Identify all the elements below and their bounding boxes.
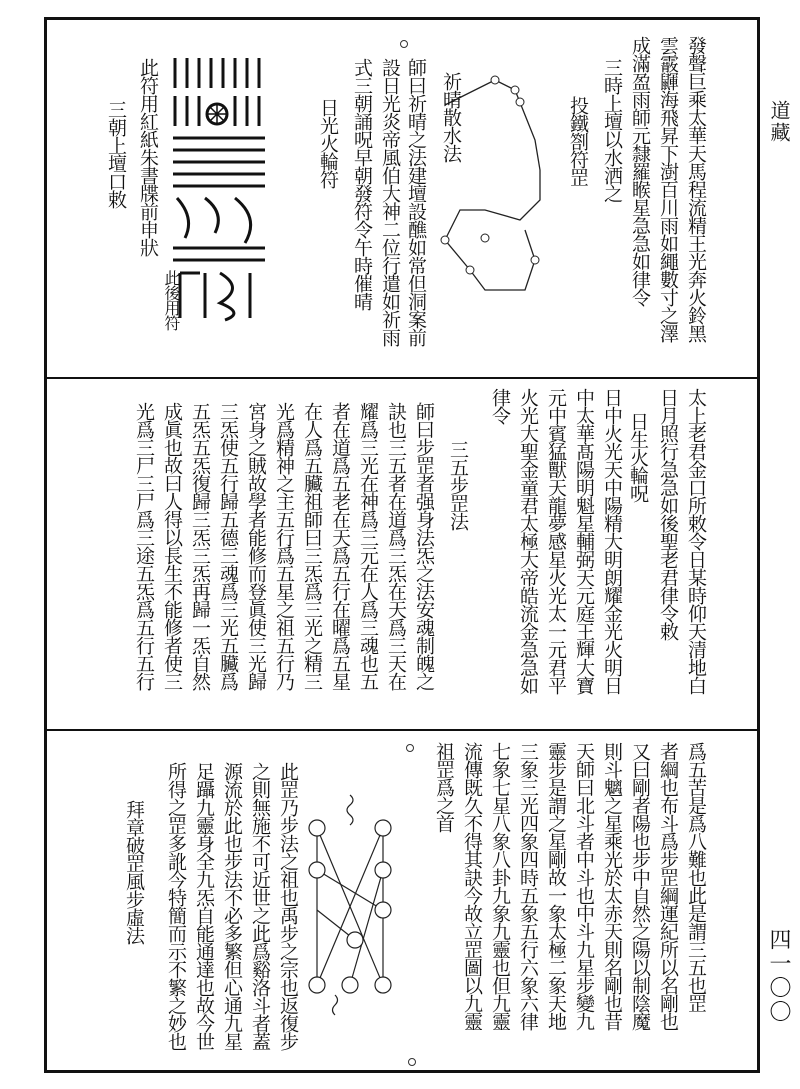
text-line: 日月照行急急如後聖老君律令敕 [657,388,679,640]
text-line: 七象七星八象八卦九象九靈也但九靈 [489,742,511,1030]
text-line: 日中火光天中陽精大明朗耀金光火明日 [601,388,623,694]
text-line: 祖罡爲之首 [433,742,455,832]
circle-mark [400,40,408,48]
panel-divider-top [44,377,760,379]
nine-star-step-diagram [295,790,400,1020]
text-line: 日光火輪符 [317,98,339,188]
text-line: 三時上壇以水洒之 [601,58,623,202]
text-line: 所得之罡多訛今特簡而示不繁之妙也 [165,762,187,1050]
text-line: 雲霰鼲海飛昇下澍百川雨如繩數寸之澤 [657,36,679,342]
text-line: 在人爲五臟祖師曰三炁爲三光之精三 [301,402,323,690]
text-line: 師曰步罡者强身法炁之法安魂制魄之 [413,402,435,690]
circle-mark [408,1058,416,1066]
text-line: 又曰剛者陽也步中自然之陽以制陰魔 [629,742,651,1030]
text-line: 三炁使五行歸五德三魂爲三光五臟爲 [217,402,239,690]
text-line: 三象三光四象四時五象五行六象六律 [517,742,539,1030]
margin-page-number: 四一〇〇 [766,928,791,1024]
text-line: 投鐵劄符罡 [567,96,589,186]
section-title: 拜章破罡風步虛法 [123,800,145,944]
text-line: 中太華髙陽明魁星輔弼天元庭王輝大寶 [573,388,595,694]
text-line: 火光大聖金童君太極大帝皓流金急急如 [517,388,539,694]
text-line: 則斗魑之星乘光於太赤天則名剛也昔 [601,742,623,1030]
note-small: 此後用符 [162,270,181,330]
text-line: 五炁五炁復歸三炁三炁再歸一炁自然 [189,402,211,690]
section-title: 祈晴散水法 [440,72,462,162]
text-line: 發聲巨乘太華天馬程流精王光奔火鈴黑 [685,36,707,342]
text-line: 成滿盈雨師元隸羅睺星急急如律令 [629,36,651,306]
text-line: 流傳既久不得其訣今故立罡圖以九靈 [461,742,483,1030]
note-line: 此符用紅紙朱書牒前申狀 [137,58,159,256]
text-line: 式三朝誦呪早朝發符令午時催晴 [351,58,373,310]
text-line: 元中賓猛獸天龍夢感星火光太一元君平 [545,388,567,694]
circle-mark [406,744,414,752]
text-line: 者綱也布斗爲步罡綱運紀所以名剛也 [657,742,679,1030]
text-line: 靈步是謂之星剛故一象太極二象天地 [545,742,567,1030]
text-line: 設日光炎帝風伯大神二位行遣如祈雨 [379,58,401,346]
section-title: 三五步罡法 [447,440,469,530]
text-line: 之則無施不可近世之此爲谿洛斗者蓋 [249,762,271,1050]
text-line: 律令 [489,388,511,424]
note-line: 三朝上壇口敕 [105,100,127,208]
talisman-seal [165,48,275,328]
text-line: 此罡乃步法之祖也禹步之宗也返復步 [277,762,299,1050]
text-line: 足躡九靈身全九炁自能通達也故今世 [193,762,215,1050]
text-line: 太上老君金口所敕令日某時仰天清地白 [685,388,707,694]
panel-divider-bottom [44,729,760,731]
text-line: 源流於此也步法不必多繁但心通九星 [221,762,243,1050]
text-line: 天師曰北斗者中斗也中斗九星步變九 [573,742,595,1030]
text-line: 光爲三尸三尸爲三途五炁爲五行五行 [133,402,155,690]
text-line: 成眞也故曰人得以長生不能修者使三 [161,402,183,690]
text-line: 光爲精神之主五行爲五星之祖五行乃 [273,402,295,690]
text-line: 耀爲三光在神爲三元在人爲三魂也五 [357,402,379,690]
text-line: 爲五苦是爲八難也此是謂三五也罡 [685,742,707,1012]
text-line: 宮身之賊故學者能修而登眞使三光歸 [245,402,267,690]
text-line: 者在道爲五老在天爲五行在曜爲五星 [329,402,351,690]
text-line: 訣也三五者在道爲三炁在天爲三天在 [385,402,407,690]
text-line: 師曰祈晴之法建壇設醮如常但洞案前 [405,58,427,346]
text-line: 日生火輪呪 [627,412,649,502]
margin-title: 道藏 [767,100,791,144]
